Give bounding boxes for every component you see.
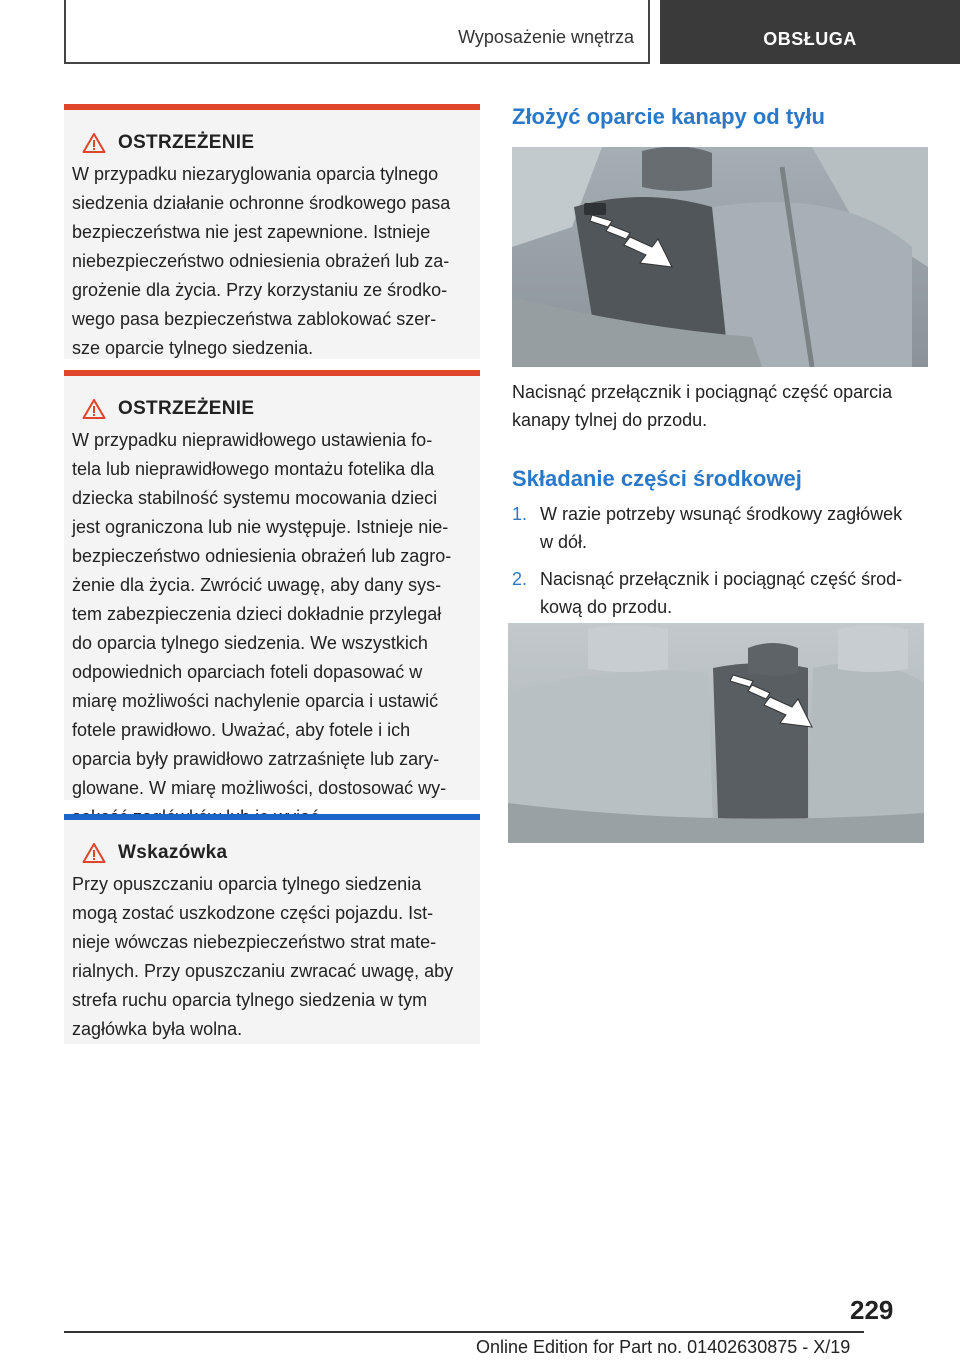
header-chapter-title: OBSŁUGA: [763, 29, 857, 49]
step-item: 1. W razie potrzeby wsunąć środkowy zagłówek w dół.: [512, 500, 928, 556]
step-item: 2. Nacisnąć przełącznik i pociągnąć część środ- kową do przodu.: [512, 565, 928, 621]
instruction-text-fold: Nacisnąć przełącznik i pociągnąć część oparcia kanapy tylnej do przodu.: [512, 382, 893, 430]
rear-seat-fold-photo: [512, 147, 928, 367]
warning-triangle-icon: [82, 132, 106, 154]
warning-text: W przypadku nieprawidłowego ustawienia fo- tela lub nieprawidłowego montażu fotelika dla dziecka stabilność systemu mocowania dzieci jest ograniczona lub nie występuje. Istnieje nie- bezpieczeństwo odniesienia obrażeń lub zagro- żenie dla życia. Zwrócić uwagę, aby dany sys- tem zabezpieczenia dzieci dokładnie przylegał do oparcia tylnego siedzenia. We wszystkich odpowiednich oparciach foteli dopasować w miarę możliwości nachylenie oparcia i ustawić fotele prawidłowo. Uważać, aby fotele i ich oparcia były prawidłowo zatrzaśnięte lub zary- glowane. W miarę możliwości, dostosować wy-: [72, 430, 452, 798]
header-section-tab: [64, 0, 650, 64]
section-heading-middle-part: Składanie części środkowej: [512, 466, 802, 491]
note-box: [64, 814, 480, 1044]
note-text: Przy opuszczaniu oparcia tylnego siedzenia mogą zostać uszkodzone części pojazdu. Ist- nieje wówczas niebezpieczeństwo strat mate- rialnych. Przy opuszczaniu zwracać uwagę, aby strefa ruchu oparcia tylnego siedzenia w tym zagłówka była wolna.: [72, 874, 454, 1039]
note-title: Wskazówka: [118, 842, 228, 863]
warning-box-2: [64, 370, 480, 800]
section-heading-fold-backrest: Złożyć oparcie kanapy od tyłu: [512, 104, 825, 129]
warning-triangle-icon: [82, 398, 106, 420]
warning-text: W przypadku niezaryglowania oparcia tylnego siedzenia działanie ochronne środkowego pasa bezpieczeństwa nie jest zapewnione. Istnieje niebezpieczeństwo odniesienia obrażeń lub za- grożenie dla życia. Przy korzystaniu ze środko- wego pasa bezpieczeństwa zablokować szer- sze oparcie tylnego siedzenia.: [72, 164, 451, 358]
footer-edition: Online Edition for Part no. 01402630875 - X/19: [476, 1337, 851, 1357]
warning-title: OSTRZEŻENIE: [118, 132, 255, 153]
rear-seat-middle-fold-photo: [508, 623, 924, 843]
warning-box-1: [64, 104, 480, 359]
caution-triangle-icon: [82, 842, 106, 864]
steps-list: [512, 500, 928, 630]
header-section-title: Wyposażenie wnętrza: [458, 27, 634, 47]
warning-title: OSTRZEŻENIE: [118, 398, 255, 419]
footer-divider: [64, 1331, 864, 1333]
step-number: 1.: [512, 504, 528, 524]
header-chapter-tab: [660, 0, 960, 64]
page-number: 229: [850, 1295, 894, 1325]
step-number: 2.: [512, 569, 528, 589]
